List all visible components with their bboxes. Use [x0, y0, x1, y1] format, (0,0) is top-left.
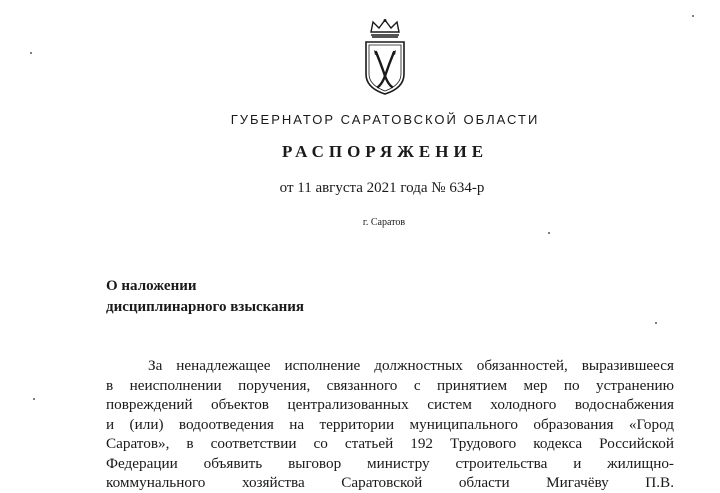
body-line: в неисполнении поручения, связанного с принятием мер по устранению [106, 376, 674, 394]
scan-speck [548, 232, 550, 234]
document-body [106, 356, 674, 493]
body-line: Саратов», в соответствии со статьей 192 Трудового кодекса Российской [106, 435, 674, 452]
issuing-authority: ГУБЕРНАТОР САРАТОВСКОЙ ОБЛАСТИ [230, 112, 540, 127]
document-type-title: РАСПОРЯЖЕНИЕ [281, 142, 489, 161]
body-line: и (или) водоотведения на территории муниципального образования «Город [106, 415, 674, 433]
document-subject [106, 276, 304, 318]
subject-line: О наложении [106, 278, 197, 294]
scan-speck [655, 322, 657, 324]
subject-line: дисциплинарного взыскания [106, 299, 305, 315]
scan-speck [30, 52, 32, 54]
body-line: За ненадлежащее исполнение должностных обязанностей, выразившееся [148, 357, 674, 374]
scan-speck [692, 15, 694, 17]
document-date-number: от 11 августа 2021 года № 634-р [279, 180, 485, 196]
body-line: коммунального хозяйства Саратовской области Мигачёву П.В. [106, 474, 674, 491]
document-city: г. Саратов [362, 217, 406, 228]
scan-speck [33, 398, 35, 400]
body-line: Федерации объявить выговор министру строительства и жилищно- [106, 454, 674, 472]
coat-of-arms-icon [359, 18, 411, 96]
body-line: повреждений объектов централизованных систем холодного водоснабжения [106, 396, 674, 413]
